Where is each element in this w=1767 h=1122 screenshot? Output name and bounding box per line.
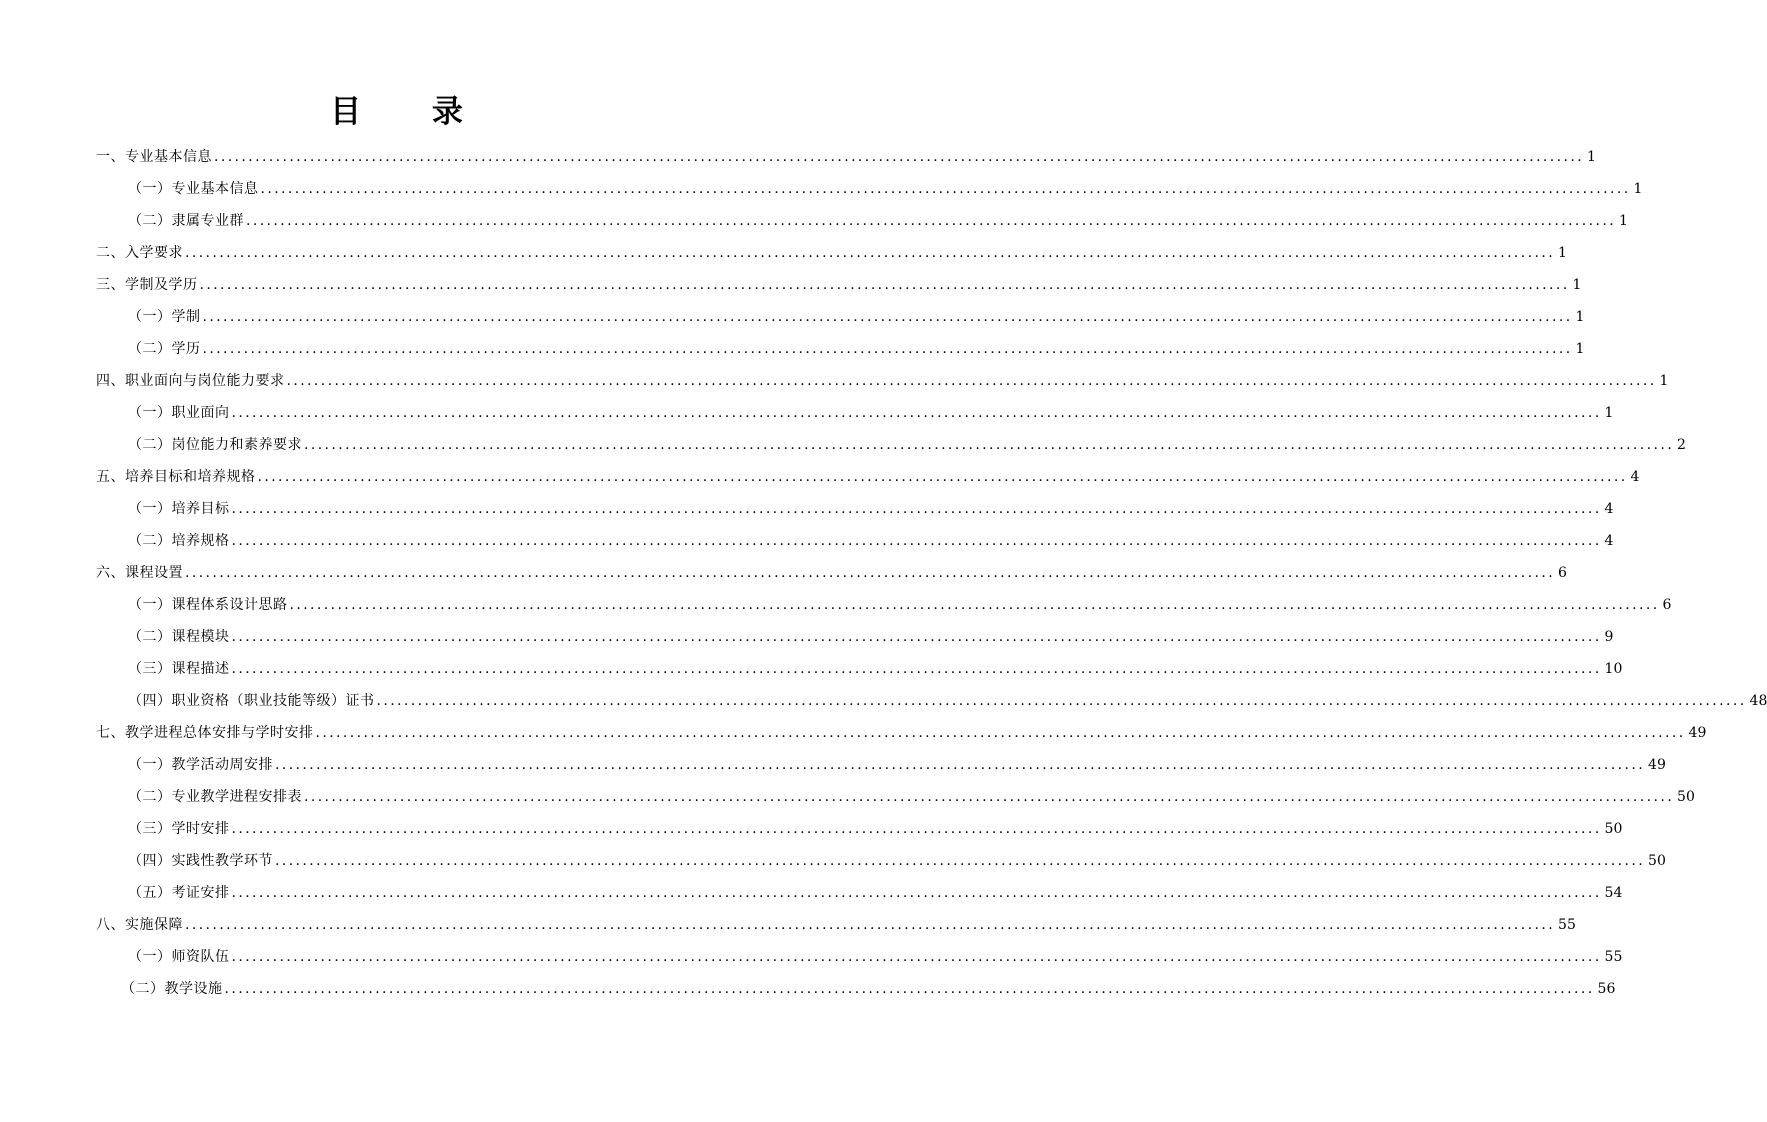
toc-entry-text: 二、入学要求 (96, 245, 183, 261)
toc-entry-text: 八、实施保障 (96, 917, 183, 933)
toc-entry-text: 一、专业基本信息 (96, 149, 212, 165)
toc-entry[interactable] (121, 973, 1616, 1005)
toc-entry-text: （二）隶属专业群 (128, 213, 244, 229)
toc-page-number: 1 (1619, 213, 1628, 229)
toc-page-number: 1 (1587, 149, 1596, 165)
toc-leader-dots: ........................................................................................................................................................................................................ (214, 149, 1585, 165)
toc-leader-dots: ........................................................................................................................................................................................................ (185, 917, 1556, 933)
toc-entry[interactable] (128, 941, 1623, 973)
toc-entry[interactable] (96, 141, 1596, 173)
toc-leader-dots: ........................................................................................................................................................................................................ (231, 405, 1602, 421)
toc-entry-text: （一）师资队伍 (128, 949, 230, 965)
toc-page-number: 1 (1659, 373, 1669, 389)
toc-leader-dots: ........................................................................................................................................................................................................ (231, 501, 1602, 517)
toc-leader-dots: ........................................................................................................................................................................................................ (275, 853, 1646, 869)
toc-entry-text: （二）专业教学进程安排表 (128, 789, 302, 805)
toc-leader-dots: ........................................................................................................................................................................................................ (376, 693, 1747, 709)
toc-page-number: 1 (1572, 277, 1582, 293)
toc-entry-text: （二）岗位能力和素养要求 (128, 437, 302, 453)
toc-entry[interactable] (96, 365, 1669, 397)
toc-leader-dots: ........................................................................................................................................................................................................ (275, 757, 1646, 773)
toc-page-number: 1 (1575, 341, 1585, 357)
toc-page-number: 2 (1677, 437, 1686, 453)
toc-entry-text: （一）学制 (128, 309, 201, 325)
toc-page-number: 1 (1633, 181, 1643, 197)
toc-leader-dots: ........................................................................................................................................................................................................ (231, 949, 1602, 965)
toc-leader-dots: ........................................................................................................................................................................................................ (231, 821, 1602, 837)
toc-entry-text: （一）课程体系设计思路 (128, 597, 288, 613)
toc-leader-dots: ........................................................................................................................................................................................................ (231, 629, 1602, 645)
toc-page-number: 55 (1604, 949, 1623, 965)
toc-entry[interactable] (128, 205, 1628, 237)
toc-entry[interactable] (128, 749, 1666, 781)
toc-page-number: 55 (1558, 917, 1576, 933)
toc-entry[interactable] (128, 877, 1623, 909)
toc-entry-text: （二）教学设施 (121, 981, 223, 997)
toc-leader-dots: ........................................................................................................................................................................................................ (286, 373, 1657, 389)
toc-leader-dots: ........................................................................................................................................................................................................ (231, 885, 1602, 901)
toc-entry-text: （四）职业资格（职业技能等级）证书 (128, 693, 375, 709)
toc-page-number: 54 (1604, 885, 1623, 901)
toc-entry[interactable] (128, 429, 1686, 461)
toc-leader-dots: ........................................................................................................................................................................................................ (224, 981, 1595, 997)
toc-entry[interactable] (128, 685, 1767, 717)
toc-page-number: 10 (1604, 661, 1623, 677)
toc-entry[interactable] (96, 557, 1567, 589)
toc-entry[interactable] (96, 237, 1567, 269)
toc-page-number: 49 (1688, 725, 1707, 741)
toc-entry-text: 四、职业面向与岗位能力要求 (96, 373, 285, 389)
toc-entry-text: （一）专业基本信息 (128, 181, 259, 197)
toc-entry[interactable] (128, 845, 1666, 877)
toc-entry-text: （二）培养规格 (128, 533, 230, 549)
toc-entry-text: （二）课程模块 (128, 629, 230, 645)
toc-entry[interactable] (96, 909, 1576, 941)
toc-page-number: 50 (1648, 853, 1666, 869)
toc-entry[interactable] (128, 301, 1585, 333)
toc-entry-text: （一）职业面向 (128, 405, 230, 421)
toc-entry-text: （三）课程描述 (128, 661, 230, 677)
toc-leader-dots: ........................................................................................................................................................................................................ (185, 565, 1556, 581)
toc-entry[interactable] (128, 589, 1672, 621)
toc-entry[interactable] (128, 781, 1695, 813)
toc-leader-dots: ........................................................................................................................................................................................................ (231, 533, 1602, 549)
toc-page-number: 56 (1597, 981, 1616, 997)
toc-entry[interactable] (96, 461, 1640, 493)
toc-leader-dots: ........................................................................................................................................................................................................ (304, 437, 1675, 453)
toc-leader-dots: ........................................................................................................................................................................................................ (202, 309, 1573, 325)
toc-page-number: 50 (1677, 789, 1695, 805)
toc-leader-dots: ........................................................................................................................................................................................................ (199, 277, 1570, 293)
toc-leader-dots: ........................................................................................................................................................................................................ (289, 597, 1660, 613)
toc-entry-text: （四）实践性教学环节 (128, 853, 273, 869)
toc-entry-text: （三）学时安排 (128, 821, 230, 837)
toc-page-number: 48 (1749, 693, 1767, 709)
toc-page-number: 4 (1604, 533, 1614, 549)
toc-leader-dots: ........................................................................................................................................................................................................ (202, 341, 1573, 357)
toc-page-number: 50 (1604, 821, 1623, 837)
toc-entry[interactable] (128, 813, 1623, 845)
toc-page-number: 49 (1648, 757, 1666, 773)
toc-leader-dots: ........................................................................................................................................................................................................ (257, 469, 1628, 485)
toc-page-number: 4 (1604, 501, 1614, 517)
toc-page-number: 1 (1575, 309, 1585, 325)
toc-entry-text: 七、教学进程总体安排与学时安排 (96, 725, 314, 741)
toc-page-number: 1 (1604, 405, 1614, 421)
toc-entry[interactable] (128, 525, 1614, 557)
toc-entry-text: 六、课程设置 (96, 565, 183, 581)
toc-leader-dots: ........................................................................................................................................................................................................ (304, 789, 1675, 805)
toc-leader-dots: ........................................................................................................................................................................................................ (260, 181, 1631, 197)
toc-entry[interactable] (128, 333, 1585, 365)
toc-entry-text: （五）考证安排 (128, 885, 230, 901)
toc-entry-text: （一）教学活动周安排 (128, 757, 273, 773)
page-title: 目 录 (330, 94, 493, 130)
toc-leader-dots: ........................................................................................................................................................................................................ (231, 661, 1602, 677)
toc-page-number: 4 (1630, 469, 1640, 485)
toc-page-number: 6 (1558, 565, 1567, 581)
toc-entry[interactable] (128, 621, 1614, 653)
toc-entry[interactable] (128, 653, 1623, 685)
toc-entry-text: （二）学历 (128, 341, 201, 357)
toc-leader-dots: ........................................................................................................................................................................................................ (246, 213, 1617, 229)
toc-entry-text: 三、学制及学历 (96, 277, 198, 293)
toc-entry-text: （一）培养目标 (128, 501, 230, 517)
toc-page-number: 1 (1558, 245, 1567, 261)
toc-entry[interactable] (128, 397, 1614, 429)
toc-entry[interactable] (96, 269, 1582, 301)
toc-leader-dots: ........................................................................................................................................................................................................ (185, 245, 1556, 261)
toc-entry[interactable] (128, 493, 1614, 525)
toc-leader-dots: ........................................................................................................................................................................................................ (315, 725, 1686, 741)
toc-page-number: 6 (1662, 597, 1672, 613)
toc-entry[interactable] (128, 173, 1643, 205)
toc-entry[interactable] (96, 717, 1707, 749)
toc-page-number: 9 (1604, 629, 1614, 645)
toc-entry-text: 五、培养目标和培养规格 (96, 469, 256, 485)
